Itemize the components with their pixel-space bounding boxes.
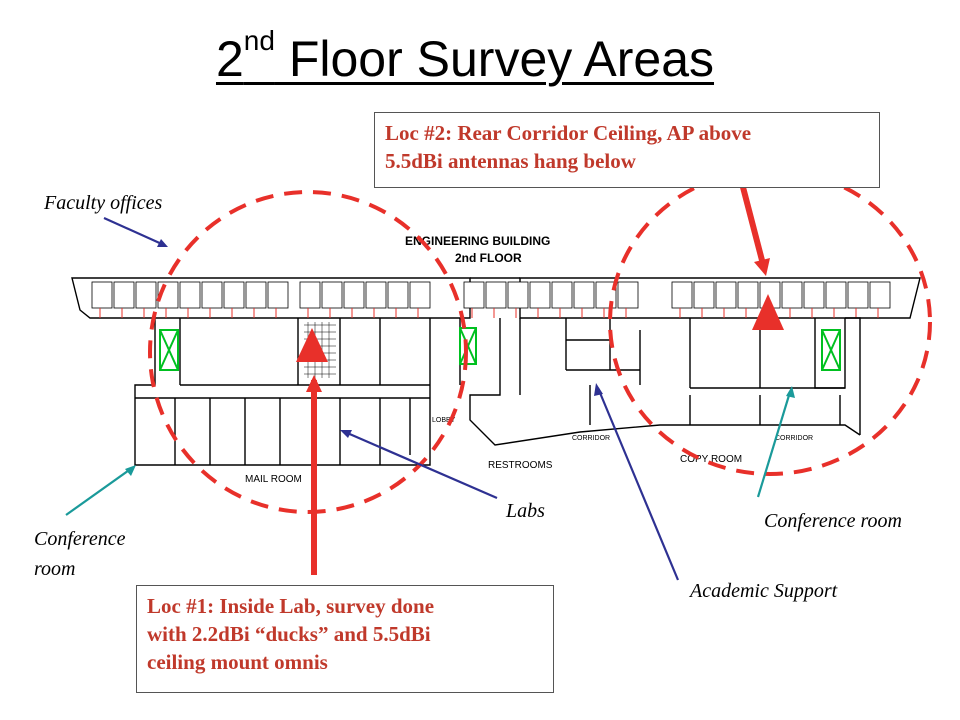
plan-corridor-2: CORRIDOR xyxy=(775,435,814,442)
arrow-conf-right xyxy=(758,392,790,497)
callout-loc1-line1: Loc #1: Inside Lab, survey done xyxy=(147,594,435,618)
label-conference-left-line2: room xyxy=(34,558,76,580)
callout-loc1-line2: with 2.2dBi “ducks” and 5.5dBi xyxy=(147,622,431,646)
label-academic-support: Academic Support xyxy=(690,580,838,602)
plan-copy-room: COPY ROOM xyxy=(680,454,743,465)
plan-restrooms: RESTROOMS xyxy=(488,460,553,471)
page-title: 2nd Floor Survey Areas xyxy=(215,25,715,87)
plan-mail-room: MAIL ROOM xyxy=(245,474,302,485)
label-conference-room-left xyxy=(34,526,125,582)
label-labs: Labs xyxy=(506,500,545,522)
arrow-conf-left xyxy=(66,468,132,515)
arrow-faculty xyxy=(104,218,164,245)
label-conference-room-right: Conference room xyxy=(764,510,902,532)
label-faculty-offices: Faculty offices xyxy=(44,192,163,214)
callout-loc2-line1: Loc #2: Rear Corridor Ceiling, AP above xyxy=(385,121,752,145)
callout-loc1-line3: ceiling mount omnis xyxy=(147,650,328,674)
plan-lobby: LOBBY xyxy=(432,417,456,424)
plan-corridor-1: CORRIDOR xyxy=(572,435,611,442)
callout-loc1 xyxy=(136,585,554,693)
callout-loc2-line2: 5.5dBi antennas hang below xyxy=(385,149,636,173)
plan-heading: ENGINEERING BUILDING xyxy=(405,234,551,248)
plan-subheading: 2nd FLOOR xyxy=(455,251,522,265)
ap-marker-loc1 xyxy=(296,328,328,362)
callout-loc2 xyxy=(374,112,880,188)
label-conference-left-line1: Conference xyxy=(34,528,126,550)
arrow-academic xyxy=(598,388,678,580)
